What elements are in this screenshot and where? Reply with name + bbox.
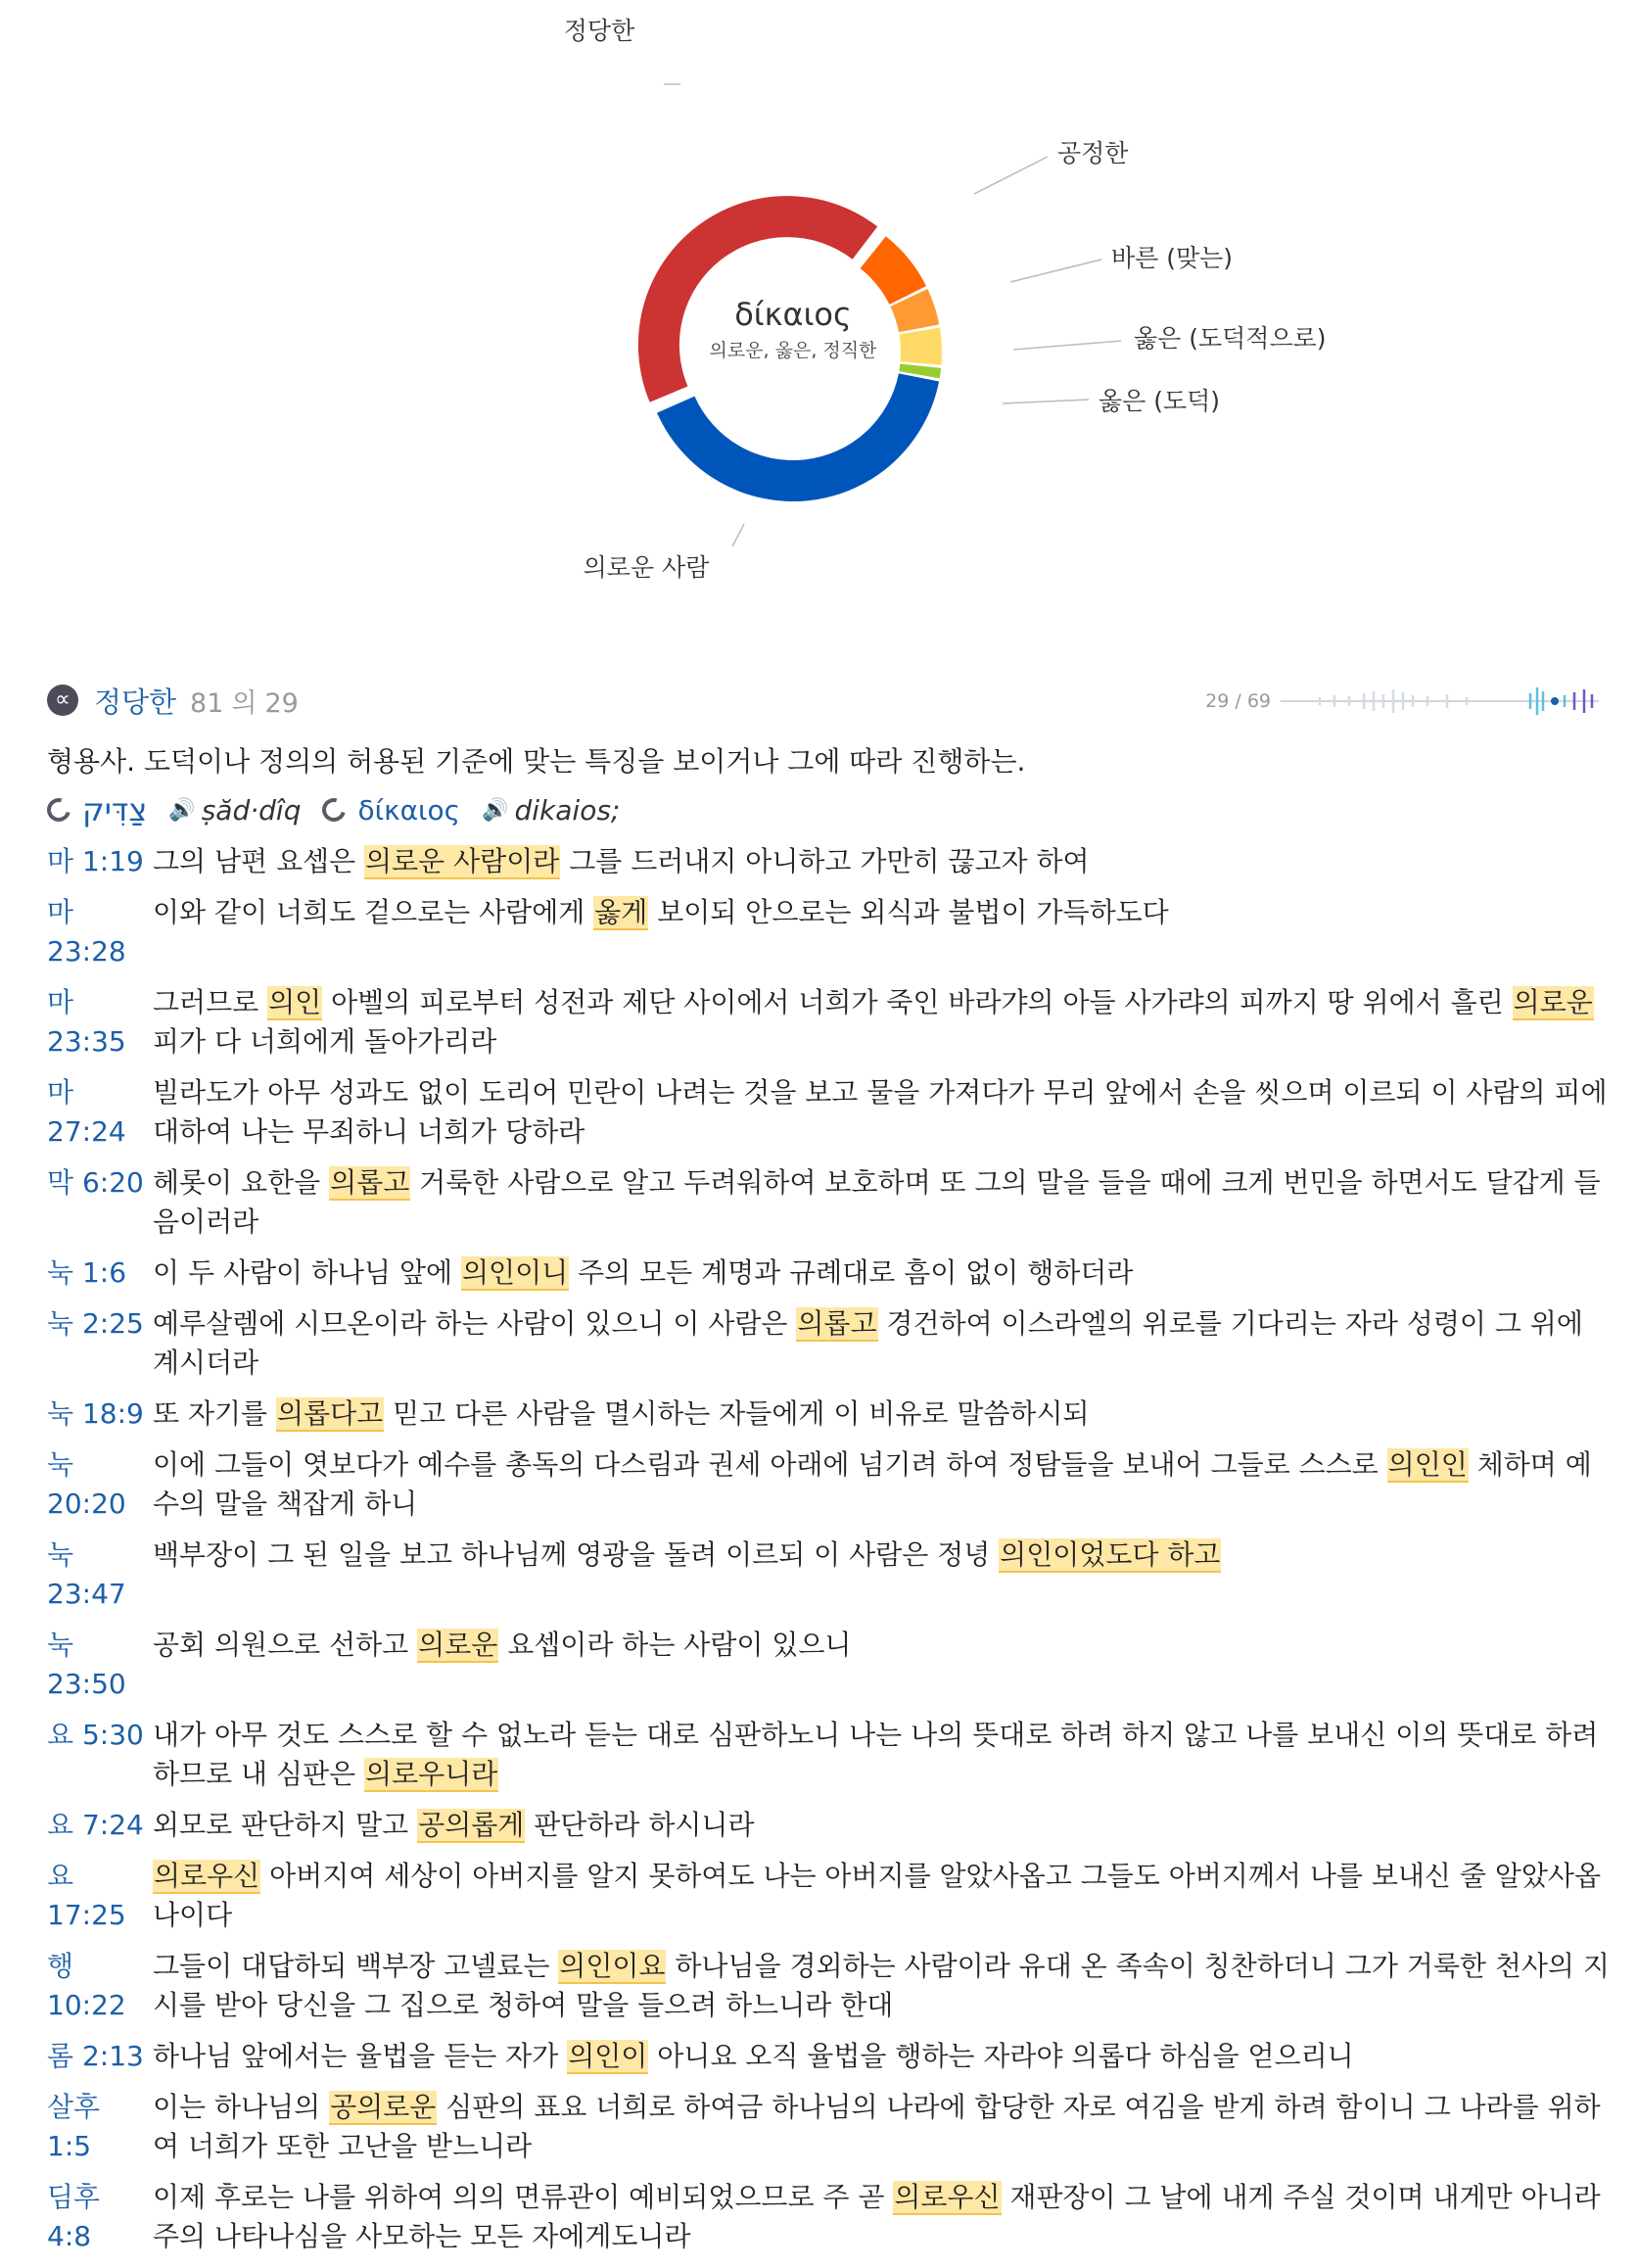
verse-reference-link[interactable]: 눅 18:9 xyxy=(47,1397,144,1430)
verse-text-segment: 주의 모든 계명과 규례대로 흠이 없이 행하더라 xyxy=(569,1256,1134,1289)
verse-row xyxy=(47,2037,1614,2076)
speaker-icon[interactable]: 🔊 xyxy=(482,797,509,823)
verse-text-segment: 아니요 오직 율법을 행하는 자라야 의롭다 하심을 얻으리니 xyxy=(648,2040,1354,2072)
verse-text-segment: 그들이 대답하되 백부장 고넬료는 xyxy=(153,1950,559,1982)
slice-label[interactable]: 공정한 xyxy=(1057,139,1129,167)
verse-text-segment: 피가 다 너희에게 돌아가리라 xyxy=(153,1025,497,1058)
verse-reference-link[interactable]: 마 23:35 xyxy=(47,986,126,1058)
highlighted-term[interactable]: 공의롭게 xyxy=(418,1809,525,1841)
donut-chart-svg xyxy=(0,0,1637,627)
highlighted-term[interactable]: 의인이요 xyxy=(559,1950,666,1982)
slice-leader-line xyxy=(732,524,744,546)
verse-text xyxy=(153,1073,1614,1152)
verse-text-segment: 재판장이 그 날에 내게 주실 것이며 내게만 아니라 주의 나타나심을 사모하는 모든 자에게도니라 xyxy=(153,2181,1601,2252)
highlighted-term[interactable]: 의롭고 xyxy=(797,1307,877,1340)
verse-text-segment: 또 자기를 xyxy=(153,1397,276,1430)
verse-reference-link[interactable]: 눅 20:20 xyxy=(47,1448,126,1520)
verse-text-segment: 경건하여 이스라엘의 위로를 기다리는 자라 성령이 그 위에 계시더라 xyxy=(153,1307,1583,1379)
frequency-text: 29 / 69 xyxy=(1205,690,1271,712)
verse-text xyxy=(153,1536,1614,1614)
verse-text xyxy=(153,893,1614,971)
verse-row xyxy=(47,1073,1614,1152)
verse-reference-link[interactable]: 눅 2:25 xyxy=(47,1307,144,1340)
verse-text-segment: 심판의 표요 너희로 하여금 하나님의 나라에 합당한 자로 여김을 받게 하려 함이니 그 나라를 위하여 너희가 또한 고난을 받느니라 xyxy=(153,2091,1601,2162)
link-cycle-icon[interactable] xyxy=(43,794,75,827)
verse-list xyxy=(47,842,1614,2256)
verse-text xyxy=(153,1253,1614,1293)
greek-transliteration: dikaios; xyxy=(514,793,621,827)
verse-text xyxy=(153,983,1614,1062)
verse-text xyxy=(153,1445,1614,1524)
verse-text-segment: 이는 하나님의 xyxy=(153,2091,330,2123)
verse-text xyxy=(153,1626,1614,1704)
original-words xyxy=(47,787,1614,832)
verse-text-segment: 판단하라 하시니라 xyxy=(525,1809,755,1841)
verse-text-segment: 하나님을 경외하는 사람이라 유대 온 족속이 칭찬하더니 그가 거룩한 천사의 지시를 받아 당신을 그 집으로 청하여 말을 들으려 하느니라 한대 xyxy=(153,1950,1610,2021)
sense-definition: 형용사. 도덕이나 정의의 허용된 기준에 맞는 특징을 보이거나 그에 따라 진행하는. xyxy=(47,745,1026,778)
highlighted-term[interactable]: 공의로운 xyxy=(330,2091,437,2123)
verse-reference-link[interactable]: 요 17:25 xyxy=(47,1860,126,1931)
verse-row xyxy=(47,1857,1614,1935)
slice-label[interactable]: 옳은 (도덕적으로) xyxy=(1134,324,1327,353)
slice-label[interactable]: 옳은 (도덕) xyxy=(1099,387,1221,415)
verse-row xyxy=(47,2178,1614,2256)
verse-text xyxy=(153,2088,1614,2166)
verse-text-segment: 빌라도가 아무 성과도 없이 도리어 민란이 나려는 것을 보고 물을 가져다가 무리 앞에서 손을 씻으며 이르되 이 사람의 피에 대하여 나는 무죄하니 너희가 당하라 xyxy=(153,1076,1608,1148)
verse-row xyxy=(47,1445,1614,1524)
count-total: 81 xyxy=(190,687,224,719)
verse-text-segment: 보이되 안으로는 외식과 불법이 가득하도다 xyxy=(648,896,1169,928)
donut-slice[interactable] xyxy=(657,373,939,501)
verse-row xyxy=(47,1163,1614,1242)
verse-row xyxy=(47,1394,1614,1434)
verse-text-segment: 이와 같이 너희도 겉으로는 사람에게 xyxy=(153,896,594,928)
sense-head-word[interactable]: 정당한 xyxy=(94,685,177,719)
verse-row xyxy=(47,1947,1614,2025)
waveform-icon xyxy=(1281,684,1614,719)
highlighted-term[interactable]: 의로운 사람이라 xyxy=(365,845,560,877)
highlighted-term[interactable]: 의인이 xyxy=(568,2040,648,2072)
count-part: 29 xyxy=(264,687,299,719)
verse-reference-link[interactable]: 마 27:24 xyxy=(47,1076,126,1148)
verse-text-segment: 백부장이 그 된 일을 보고 하나님께 영광을 돌려 이르되 이 사람은 정녕 xyxy=(153,1538,1000,1571)
verse-reference-link[interactable]: 요 7:24 xyxy=(47,1809,144,1841)
verse-reference-link[interactable]: 막 6:20 xyxy=(47,1166,144,1199)
verse-text xyxy=(153,842,1614,881)
verse-text-segment: 믿고 다른 사람을 멸시하는 자들에게 이 비유로 말씀하시되 xyxy=(384,1397,1090,1430)
verse-text xyxy=(153,1806,1614,1845)
verse-text-segment: 이에 그들이 엿보다가 예수를 총독의 다스림과 권세 아래에 넘기려 하여 정탐들을 보내어 그들로 스스로 xyxy=(153,1448,1387,1481)
verse-row xyxy=(47,1626,1614,1704)
speaker-icon[interactable]: 🔊 xyxy=(168,797,196,823)
verse-reference-link[interactable]: 눅 1:6 xyxy=(47,1256,127,1289)
verse-row xyxy=(47,842,1614,881)
slice-label[interactable]: 의로운 사람 xyxy=(583,553,710,582)
verse-row xyxy=(47,1716,1614,1794)
verse-text xyxy=(153,2178,1614,2256)
highlighted-term[interactable]: 의롭고 xyxy=(330,1166,410,1199)
verse-text xyxy=(153,1716,1614,1794)
verse-text-segment: 공회 의원으로 선하고 xyxy=(153,1629,418,1661)
verse-row xyxy=(47,1806,1614,1845)
slice-leader-line xyxy=(1003,400,1089,403)
verse-text-segment: 아벨의 피로부터 성전과 제단 사이에서 너희가 죽인 바라갸의 아들 사가랴의 피까지 땅 위에서 흘린 xyxy=(322,986,1513,1018)
chart-center-lemma: δίκαιος xyxy=(734,296,852,333)
verse-text-segment: 체하며 예수의 말을 책잡게 하니 xyxy=(153,1448,1592,1520)
slice-label[interactable]: 바른 (맞는) xyxy=(1111,244,1234,272)
verse-text-segment: 요셉이라 하는 사람이 있으니 xyxy=(498,1629,852,1661)
highlighted-term[interactable]: 의로우신 xyxy=(894,2181,1001,2213)
verse-text-segment: 이제 후로는 나를 위하여 의의 면류관이 예비되었으므로 주 곧 xyxy=(153,2181,894,2213)
highlighted-term[interactable]: 의로우신 xyxy=(154,1860,260,1892)
verse-row xyxy=(47,1304,1614,1383)
chart-center-gloss: 의로운, 옳은, 정직한 xyxy=(709,340,877,361)
verse-text-segment: 하나님 앞에서는 율법을 듣는 자가 xyxy=(153,2040,568,2072)
slice-leader-line xyxy=(1013,341,1121,350)
verse-text xyxy=(153,2037,1614,2076)
verse-reference-link[interactable]: 눅 23:47 xyxy=(47,1538,126,1610)
verse-reference-link[interactable]: 마 1:19 xyxy=(47,845,144,877)
verse-row xyxy=(47,1253,1614,1293)
verse-text-segment: 이 두 사람이 하나님 앞에 xyxy=(153,1256,461,1289)
occurrence-count xyxy=(190,682,306,720)
donut-slice[interactable] xyxy=(861,236,926,305)
donut-slice[interactable] xyxy=(899,327,942,364)
highlighted-term[interactable]: 의인이었도다 하고 xyxy=(1000,1538,1221,1571)
verse-text-segment: 헤롯이 요한을 xyxy=(153,1166,330,1199)
verse-reference-link[interactable]: 롬 2:13 xyxy=(47,2040,144,2072)
hebrew-word[interactable]: צַדִּיק xyxy=(82,791,148,828)
slice-leader-line xyxy=(974,157,1048,194)
highlighted-term[interactable]: 의인 xyxy=(268,986,322,1018)
verse-text-segment: 내가 아무 것도 스스로 할 수 없노라 듣는 대로 심판하노니 나는 나의 뜻대로 하려 하지 않고 나를 보내신 이의 뜻대로 하려 하므로 내 심판은 xyxy=(153,1719,1599,1790)
verse-reference-link[interactable]: 눅 23:50 xyxy=(47,1629,126,1700)
verse-row xyxy=(47,893,1614,971)
verse-text xyxy=(153,1304,1614,1383)
highlighted-term[interactable]: 의로운 xyxy=(418,1629,498,1661)
verse-row xyxy=(47,2088,1614,2166)
verse-row xyxy=(47,1536,1614,1614)
verse-text-segment: 외모로 판단하지 말고 xyxy=(153,1809,418,1841)
highlighted-term[interactable]: 의로우니라 xyxy=(365,1758,498,1790)
verse-row xyxy=(47,983,1614,1062)
slice-label[interactable]: 정당한 xyxy=(563,17,635,45)
highlighted-term[interactable]: 의로운 xyxy=(1513,986,1593,1018)
highlighted-term[interactable]: 의인이니 xyxy=(461,1256,569,1289)
verse-text xyxy=(153,1857,1614,1935)
greek-word[interactable]: δίκαιος xyxy=(357,793,461,827)
verse-text-segment: 그러므로 xyxy=(153,986,268,1018)
verse-text-segment: 거룩한 사람으로 알고 두려워하여 보호하며 또 그의 말을 들을 때에 크게 번민을 하면서도 달갑게 들음이러라 xyxy=(153,1166,1601,1238)
frequency-bar[interactable] xyxy=(1205,684,1614,719)
verse-reference-link[interactable]: 행 10:22 xyxy=(47,1950,126,2021)
hebrew-transliteration: ṣăd·dîq xyxy=(201,793,302,827)
lexicon-entry xyxy=(47,676,1614,2268)
entry-header xyxy=(47,676,1614,725)
verse-reference-link[interactable]: 딤후 4:8 xyxy=(47,2181,101,2252)
verse-text-segment: 그를 드러내지 아니하고 가만히 끊고자 하여 xyxy=(560,845,1090,877)
slice-leader-line xyxy=(1010,260,1101,282)
sense-distribution-chart xyxy=(0,0,1637,627)
alpha-icon[interactable]: ∝ xyxy=(47,685,78,716)
highlighted-term[interactable]: 의롭다고 xyxy=(277,1397,384,1430)
verse-text-segment: 그의 남편 요셉은 xyxy=(153,845,365,877)
verse-text-segment: 아버지여 세상이 아버지를 알지 못하여도 나는 아버지를 알았사옵고 그들도 아버지께서 나를 보내신 줄 알았사옵나이다 xyxy=(153,1860,1602,1931)
verse-reference-link[interactable]: 마 23:28 xyxy=(47,896,126,968)
count-of: 의 xyxy=(231,687,257,719)
verse-text-segment: 예루살렘에 시므온이라 하는 사람이 있으니 이 사람은 xyxy=(153,1307,797,1340)
verse-text xyxy=(153,1947,1614,2025)
verse-text xyxy=(153,1394,1614,1434)
highlighted-term[interactable]: 옳게 xyxy=(594,896,648,928)
verse-reference-link[interactable]: 살후 1:5 xyxy=(47,2091,101,2162)
verse-text xyxy=(153,1163,1614,1242)
highlighted-term[interactable]: 의인인 xyxy=(1387,1448,1468,1481)
verse-reference-link[interactable]: 요 5:30 xyxy=(47,1719,144,1751)
link-cycle-icon[interactable] xyxy=(318,794,351,827)
